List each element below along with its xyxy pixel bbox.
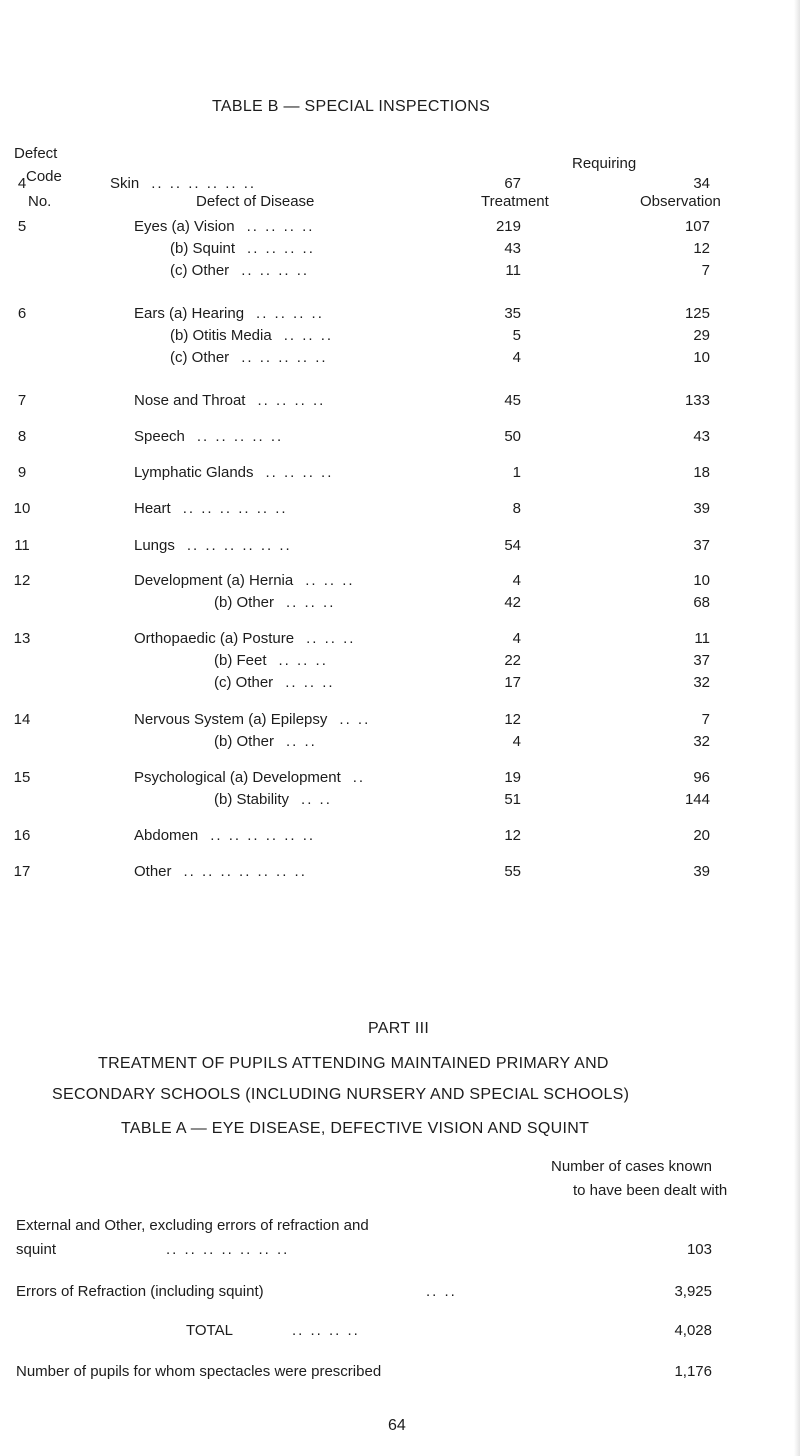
table-a-row-value: 103 [686,1241,712,1258]
leader-dots: .. .. .. .. .. .. [182,500,288,517]
observation-value: 7 [701,711,710,728]
header-defect-code-line1: Defect [14,145,58,162]
leader-dots: .. .. .. .. [257,392,326,409]
leader-dots: .. .. .. .. .. [196,428,284,445]
treatment-value: 219 [495,218,521,235]
treatment-value: 17 [504,674,521,691]
table-a-row-label: External and Other, excluding errors of refraction and [16,1217,369,1234]
part-iii-heading-line2: SECONDARY SCHOOLS (INCLUDING NURSERY AND SPECIAL SCHOOLS) [52,1086,630,1103]
defect-code: 4 [17,175,27,192]
leader-dots: .. .. .. .. .. .. [210,827,316,844]
defect-code: 6 [17,305,27,322]
header-defect-of-disease: Defect of Disease [196,193,315,210]
defect-code: 9 [17,464,27,481]
defect-code: 5 [17,218,27,235]
observation-value: 133 [684,392,710,409]
table-a-row-label-cont: squint [16,1241,57,1258]
table-b-title: TABLE B — SPECIAL INSPECTIONS [212,98,491,115]
treatment-value: 45 [504,392,521,409]
table-a-col-header-line1: Number of cases known [551,1158,712,1175]
defect-label: Ears (a) Hearing [134,305,245,322]
leader-dots: .. .. [286,733,317,750]
observation-value: 10 [693,572,710,589]
spectacles-value: 1,176 [674,1363,712,1380]
leader-dots: .. .. .. .. .. .. [186,537,292,554]
defect-code: 7 [17,392,27,409]
leader-dots: .. .. .. [306,630,356,647]
treatment-value: 1 [512,464,521,481]
defect-code: 13 [13,630,31,647]
leader-dots: .. .. [301,791,332,808]
defect-code: 15 [13,769,31,786]
table-a-total-label: TOTAL [186,1322,233,1339]
table-a-title: TABLE A — EYE DISEASE, DEFECTIVE VISION AND SQUINT [121,1120,590,1137]
observation-value: 107 [684,218,710,235]
treatment-value: 11 [505,262,521,279]
treatment-value: 4 [512,630,521,647]
observation-value: 68 [693,594,710,611]
leader-dots: .. .. [339,711,371,728]
leader-dots: .. .. .. [286,594,336,611]
treatment-value: 50 [504,428,521,445]
observation-value: 20 [693,827,710,844]
defect-label: Skin [110,175,140,192]
table-a-row-leader-dots: .. .. .. .. [292,1322,360,1339]
treatment-value: 67 [504,175,521,192]
leader-dots: .. [352,769,366,786]
treatment-value: 4 [512,733,521,750]
header-requiring: Requiring [572,155,637,172]
observation-value: 96 [693,769,710,786]
treatment-value: 51 [504,791,521,808]
leader-dots: .. .. .. .. [256,305,324,322]
header-defect-code-line3: No. [28,193,52,210]
leader-dots: .. .. .. [283,327,334,344]
observation-value: 37 [693,652,710,669]
observation-value: 39 [693,500,710,517]
leader-dots: .. .. .. [305,572,355,589]
defect-label: (b) Squint [170,240,236,257]
defect-label: Psychological (a) Development [134,769,341,786]
treatment-value: 5 [512,327,521,344]
treatment-value: 54 [504,537,521,554]
header-defect-code-line2: Code [26,168,62,185]
leader-dots: .. .. .. .. .. .. [151,175,257,192]
defect-label: (b) Otitis Media [170,327,272,344]
defect-code: 12 [13,572,31,589]
leader-dots: .. .. .. [285,674,335,691]
defect-label: Nervous System (a) Epilepsy [134,711,328,728]
defect-label: (b) Other [214,594,275,611]
defect-code: 11 [14,537,30,554]
defect-label: Other [134,863,172,880]
observation-value: 10 [693,349,710,366]
defect-label: Speech [134,428,185,445]
leader-dots: .. .. .. .. [246,218,315,235]
observation-value: 144 [684,791,710,808]
defect-code: 10 [13,500,31,517]
header-treatment: Treatment [481,193,549,210]
observation-value: 37 [693,537,710,554]
page-edge-shadow [794,0,800,1456]
defect-code: 8 [17,428,27,445]
observation-value: 7 [701,262,710,279]
part-iii-heading-line1: TREATMENT OF PUPILS ATTENDING MAINTAINED PRIMARY AND [98,1055,609,1072]
defect-label: Orthopaedic (a) Posture [134,630,295,647]
observation-value: 29 [693,327,710,344]
defect-label: Eyes (a) Vision [134,218,235,235]
observation-value: 43 [693,428,710,445]
defect-label: (b) Other [214,733,275,750]
observation-value: 34 [693,175,710,192]
leader-dots: .. .. .. .. [241,262,310,279]
observation-value: 32 [693,733,710,750]
defect-code: 14 [13,711,31,728]
spectacles-label: Number of pupils for whom spectacles were prescribed [16,1363,382,1380]
defect-label: Lungs [134,537,175,554]
table-a-total-value: 4,028 [674,1322,712,1339]
table-a-row-leader-dots: .. .. [426,1283,457,1300]
table-a-row-leader-dots: .. .. .. .. .. .. .. [166,1241,290,1258]
treatment-value: 55 [504,863,521,880]
defect-label: (c) Other [170,262,230,279]
table-a-row-value: 3,925 [674,1283,712,1300]
treatment-value: 43 [504,240,521,257]
defect-label: (b) Stability [214,791,290,808]
header-observation: Observation [640,193,721,210]
defect-label: Nose and Throat [134,392,246,409]
observation-value: 12 [693,240,710,257]
treatment-value: 12 [504,711,521,728]
defect-label: Heart [134,500,171,517]
defect-label: (c) Other [170,349,230,366]
observation-value: 18 [693,464,710,481]
defect-code: 17 [13,863,31,880]
table-a-col-header-line2: to have been dealt with [573,1182,728,1199]
leader-dots: .. .. .. .. .. [241,349,328,366]
part-iii-title: PART III [368,1020,430,1037]
leader-dots: .. .. .. .. [265,464,334,481]
treatment-value: 12 [504,827,521,844]
page-number: 64 [388,1417,406,1434]
defect-label: Lymphatic Glands [134,464,254,481]
treatment-value: 42 [504,594,521,611]
observation-value: 125 [684,305,710,322]
treatment-value: 4 [512,349,521,366]
observation-value: 11 [694,630,710,647]
defect-label: Development (a) Hernia [134,572,294,589]
leader-dots: .. .. .. [278,652,328,669]
defect-code: 16 [13,827,31,844]
leader-dots: .. .. .. .. [247,240,315,257]
treatment-value: 35 [504,305,521,322]
treatment-value: 22 [504,652,521,669]
treatment-value: 4 [512,572,521,589]
leader-dots: .. .. .. .. .. .. .. [183,863,307,880]
defect-label: (c) Other [214,674,274,691]
observation-value: 39 [693,863,710,880]
treatment-value: 19 [504,769,521,786]
treatment-value: 8 [512,500,521,517]
table-a-row-label: Errors of Refraction (including squint) [16,1283,264,1300]
defect-label: (b) Feet [214,652,267,669]
defect-label: Abdomen [134,827,199,844]
observation-value: 32 [693,674,710,691]
